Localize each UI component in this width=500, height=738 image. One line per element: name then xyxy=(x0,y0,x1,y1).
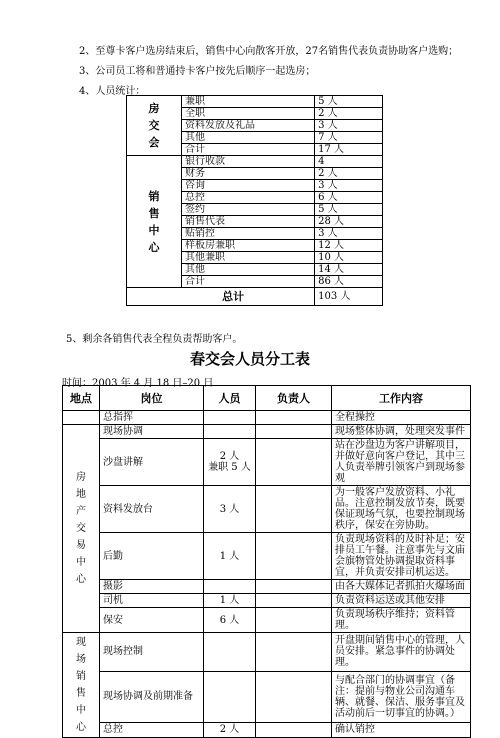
lead-cell xyxy=(256,486,332,533)
lead-cell xyxy=(256,580,332,594)
work-cell: 与配合部门的协调事宜（备注：提前与物业公司沟通车辆、就餐、保洁、服务事宜及活动前后一切事宜的协调。） xyxy=(332,671,471,722)
lead-cell xyxy=(256,411,332,425)
role-cell: 总指挥 xyxy=(100,411,204,425)
stats-count: 4 xyxy=(315,156,383,168)
lead-cell xyxy=(256,594,332,608)
table-row xyxy=(63,425,471,439)
stats-count: 17 人 xyxy=(315,144,383,156)
people-cell: 1 人 xyxy=(204,594,256,608)
stats-count: 6 人 xyxy=(315,192,383,204)
stats-count: 3 人 xyxy=(315,180,383,192)
work-cell: 负责现场秩序维持；资料管理。 xyxy=(332,608,471,633)
work-cell: 为一般客户发放资料、小礼品。注意控制发放节奏，既要保证现场气氛，也要控制现场秩序，保安在旁协助。 xyxy=(332,486,471,533)
role-cell: 总控 xyxy=(100,722,204,737)
people-cell xyxy=(204,633,256,672)
lead-cell xyxy=(256,425,332,439)
work-cell: 现场整体协调，处理突发事件 xyxy=(332,425,471,439)
people-cell xyxy=(204,580,256,594)
table-row xyxy=(63,533,471,580)
stats-role: 贴销控 xyxy=(182,228,315,240)
stats-role: 咨询 xyxy=(182,180,315,192)
role-cell: 摄影 xyxy=(100,580,204,594)
stats-role: 销售代表 xyxy=(182,216,315,228)
intro-item-5: 5、剩余各销售代表全程负责帮助客户。 xyxy=(66,334,243,345)
stats-row xyxy=(127,156,383,168)
people-cell: 2 人 xyxy=(204,722,256,737)
stats-count: 14 人 xyxy=(315,264,383,276)
table-row xyxy=(63,580,471,594)
stats-row xyxy=(127,96,383,108)
stats-role: 银行收款 xyxy=(182,156,315,168)
work-cell: 站在沙盘边为客户讲解项目，并做好意向客户登记，其中三人负责举牌引领客户到现场参观 xyxy=(332,439,471,486)
table-row xyxy=(63,608,471,633)
stats-count: 5 人 xyxy=(315,96,383,108)
table-row xyxy=(63,594,471,608)
stats-count: 7 人 xyxy=(315,132,383,144)
lead-cell xyxy=(256,671,332,722)
work-cell: 确认销控 xyxy=(332,722,471,737)
location-sales-center: 现 场 销 售 中 心 xyxy=(63,633,100,738)
stats-count: 28 人 xyxy=(315,216,383,228)
column-header: 岗位 xyxy=(100,386,204,411)
stats-role: 合计 xyxy=(182,144,315,156)
group-label-fair: 房 交 会 xyxy=(127,96,182,156)
role-cell: 现场控制 xyxy=(100,633,204,672)
column-header: 地点 xyxy=(63,386,100,411)
column-header: 人员 xyxy=(204,386,256,411)
stats-count: 12 人 xyxy=(315,240,383,252)
lead-cell xyxy=(256,608,332,633)
work-cell: 全程操控 xyxy=(332,411,471,425)
stats-total-row xyxy=(127,288,383,306)
people-cell xyxy=(204,671,256,722)
role-cell: 保安 xyxy=(100,608,204,633)
table-row xyxy=(63,722,471,737)
location-cell xyxy=(63,411,100,425)
stats-role: 总控 xyxy=(182,192,315,204)
people-cell: 2 人 兼职 5 人 xyxy=(204,439,256,486)
role-cell: 司机 xyxy=(100,594,204,608)
column-header: 工作内容 xyxy=(332,386,471,411)
stats-count: 3 人 xyxy=(315,228,383,240)
people-cell: 1 人 xyxy=(204,533,256,580)
stats-count: 86 人 xyxy=(315,276,383,288)
group-label-sales: 销 售 中 心 xyxy=(127,156,182,288)
work-cell: 负责现场资料的及时补足；安排员工午餐。注意事先与文庙会旗物管处协调提取资料事宜，并负责安排司机运送。 xyxy=(332,533,471,580)
table-row xyxy=(63,633,471,672)
lead-cell xyxy=(256,722,332,737)
stats-role: 资料发放及礼品 xyxy=(182,120,315,132)
lead-cell xyxy=(256,533,332,580)
work-cell: 负责资料运送或其他安排 xyxy=(332,594,471,608)
stats-total-label: 总计 xyxy=(127,288,315,306)
role-cell: 沙盘讲解 xyxy=(100,439,204,486)
work-cell: 由各大媒体记者抓拍火爆场面 xyxy=(332,580,471,594)
stats-role: 全职 xyxy=(182,108,315,120)
intro-item-4: 4、人员统计： xyxy=(79,86,146,97)
time-label: 时间：2003 年 4 月 18 日–20 日 xyxy=(62,378,214,389)
table-row xyxy=(63,486,471,533)
stats-total-value: 103 人 xyxy=(315,288,383,306)
staff-statistics-table xyxy=(126,95,383,306)
stats-role: 其他 xyxy=(182,132,315,144)
location-exchange-center: 房 地 产 交 易 中 心 xyxy=(63,425,100,633)
stats-count: 5 人 xyxy=(315,204,383,216)
intro-item-3: 3、公司员工将和普通持卡客户按先后顺序一起选房； xyxy=(79,66,316,77)
people-cell: 3 人 xyxy=(204,486,256,533)
stats-role: 合计 xyxy=(182,276,315,288)
page-title: 春交会人员分工表 xyxy=(189,350,310,368)
stats-role: 其他兼职 xyxy=(182,252,315,264)
role-cell: 现场协调及前期准备 xyxy=(100,671,204,722)
stats-role: 签约 xyxy=(182,204,315,216)
stats-role: 兼职 xyxy=(182,96,315,108)
work-cell: 开盘期间销售中心的管理，人员安排。紧急事件的协调处理。 xyxy=(332,633,471,672)
intro-item-2: 2、至尊卡客户选房结束后，销售中心向散客开放，27名销售代表负责协助客户选购； xyxy=(79,46,459,57)
column-header: 负责人 xyxy=(256,386,332,411)
people-cell xyxy=(204,411,256,425)
assignment-table xyxy=(62,385,471,738)
stats-count: 2 人 xyxy=(315,168,383,180)
people-cell xyxy=(204,425,256,439)
stats-role: 样板房兼职 xyxy=(182,240,315,252)
table-row xyxy=(63,411,471,425)
stats-role: 其他 xyxy=(182,264,315,276)
lead-cell xyxy=(256,439,332,486)
stats-count: 2 人 xyxy=(315,108,383,120)
role-cell: 资料发放台 xyxy=(100,486,204,533)
stats-count: 10 人 xyxy=(315,252,383,264)
stats-role: 财务 xyxy=(182,168,315,180)
role-cell: 后勤 xyxy=(100,533,204,580)
role-cell: 现场协调 xyxy=(100,425,204,439)
lead-cell xyxy=(256,633,332,672)
people-cell: 6 人 xyxy=(204,608,256,633)
table-row xyxy=(63,671,471,722)
table-row xyxy=(63,439,471,486)
stats-count: 3 人 xyxy=(315,120,383,132)
